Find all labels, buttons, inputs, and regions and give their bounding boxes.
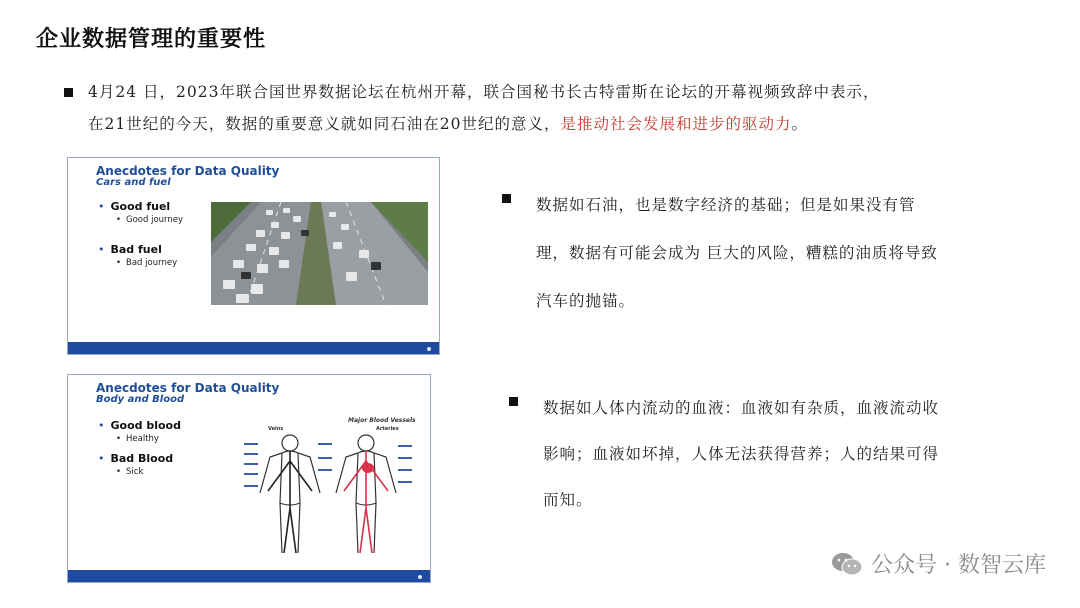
slide2-item1-label: Good blood xyxy=(110,419,181,432)
slide2-item2-sub-label: Sick xyxy=(126,467,144,477)
point2-line-3: 而知。 xyxy=(543,491,593,509)
intro-line-2 xyxy=(88,108,1048,140)
slide2-footer-bar xyxy=(68,570,430,582)
blood-vessel-diagram xyxy=(238,413,428,563)
intro-highlight: 是推动社会发展和进步的驱动力 xyxy=(560,115,792,133)
arteries-label: Arteries xyxy=(376,426,399,432)
slide2-item-good-blood: • Good blood xyxy=(98,419,181,432)
slide2-item1-sub-label: Healthy xyxy=(126,434,159,444)
highway-photo xyxy=(211,202,428,305)
intro-line-2-end: 。 xyxy=(791,115,808,133)
slide2-subitem-healthy: • Healthy xyxy=(116,434,159,444)
point2-line-1: 数据如人体内流动的血液：血液如有杂质，血液流动收 xyxy=(543,399,940,417)
intro-paragraph xyxy=(88,76,1048,140)
slide1-item1-label: Good fuel xyxy=(110,200,171,213)
slide2-subtitle: Body and Blood xyxy=(96,394,185,405)
point1-line-3: 汽车的抛锚。 xyxy=(536,292,636,310)
watermark-text: 公众号 · 数智云库 xyxy=(871,553,1046,578)
slide1-subtitle: Cars and fuel xyxy=(96,177,171,188)
slide2-title: Anecdotes for Data Quality xyxy=(96,381,280,395)
slide1-item1-sub-label: Good journey xyxy=(126,215,184,225)
slide1-subitem-bad-journey: • Bad journey xyxy=(116,258,178,268)
slide2-item2-label: Bad Blood xyxy=(110,452,174,465)
intro-line-1: 4月24 日，2023年联合国世界数据论坛在杭州开幕，联合国秘书长古特雷斯在论坛的开幕视频致辞中表示， xyxy=(88,83,880,101)
point2-bullet xyxy=(509,397,518,406)
slide1-item-good-fuel: • Good fuel xyxy=(98,200,171,213)
veins-label: Veins xyxy=(268,426,284,432)
watermark xyxy=(831,548,1046,579)
slide2-subitem-sick: • Sick xyxy=(116,467,144,477)
slide1-item2-label: Bad fuel xyxy=(110,243,162,256)
slide-cars-and-fuel xyxy=(67,157,440,355)
slide1-footer-bar xyxy=(68,342,439,354)
slide1-item2-sub-label: Bad journey xyxy=(126,258,178,268)
point1-paragraph xyxy=(536,181,1036,325)
point1-bullet xyxy=(502,194,511,203)
point1-line-1: 数据如石油，也是数字经济的基础；但是如果没有管 xyxy=(536,196,916,214)
point1-line-2: 理，数据有可能会成为 巨大的风险，糟糕的油质将导致 xyxy=(536,244,938,262)
slide1-title: Anecdotes for Data Quality xyxy=(96,164,280,178)
intro-bullet xyxy=(64,88,73,97)
point2-line-2: 影响；血液如坏掉，人体无法获得营养；人的结果可得 xyxy=(543,445,940,463)
slide2-footer-dot xyxy=(418,575,422,579)
point2-paragraph xyxy=(543,385,1043,523)
diagram-title: Major Blood Vessels xyxy=(348,417,416,424)
intro-line-2-text: 在21世纪的今天，数据的重要意义就如同石油在20世纪的意义， xyxy=(88,115,561,133)
slide1-subitem-good-journey: • Good journey xyxy=(116,215,184,225)
slide1-footer-dot xyxy=(427,347,431,351)
slide-body-and-blood xyxy=(67,374,431,583)
slide2-item-bad-blood: • Bad Blood xyxy=(98,452,174,465)
wechat-icon xyxy=(831,551,863,577)
page-title: 企业数据管理的重要性 xyxy=(36,27,267,52)
slide1-item-bad-fuel: • Bad fuel xyxy=(98,243,162,256)
